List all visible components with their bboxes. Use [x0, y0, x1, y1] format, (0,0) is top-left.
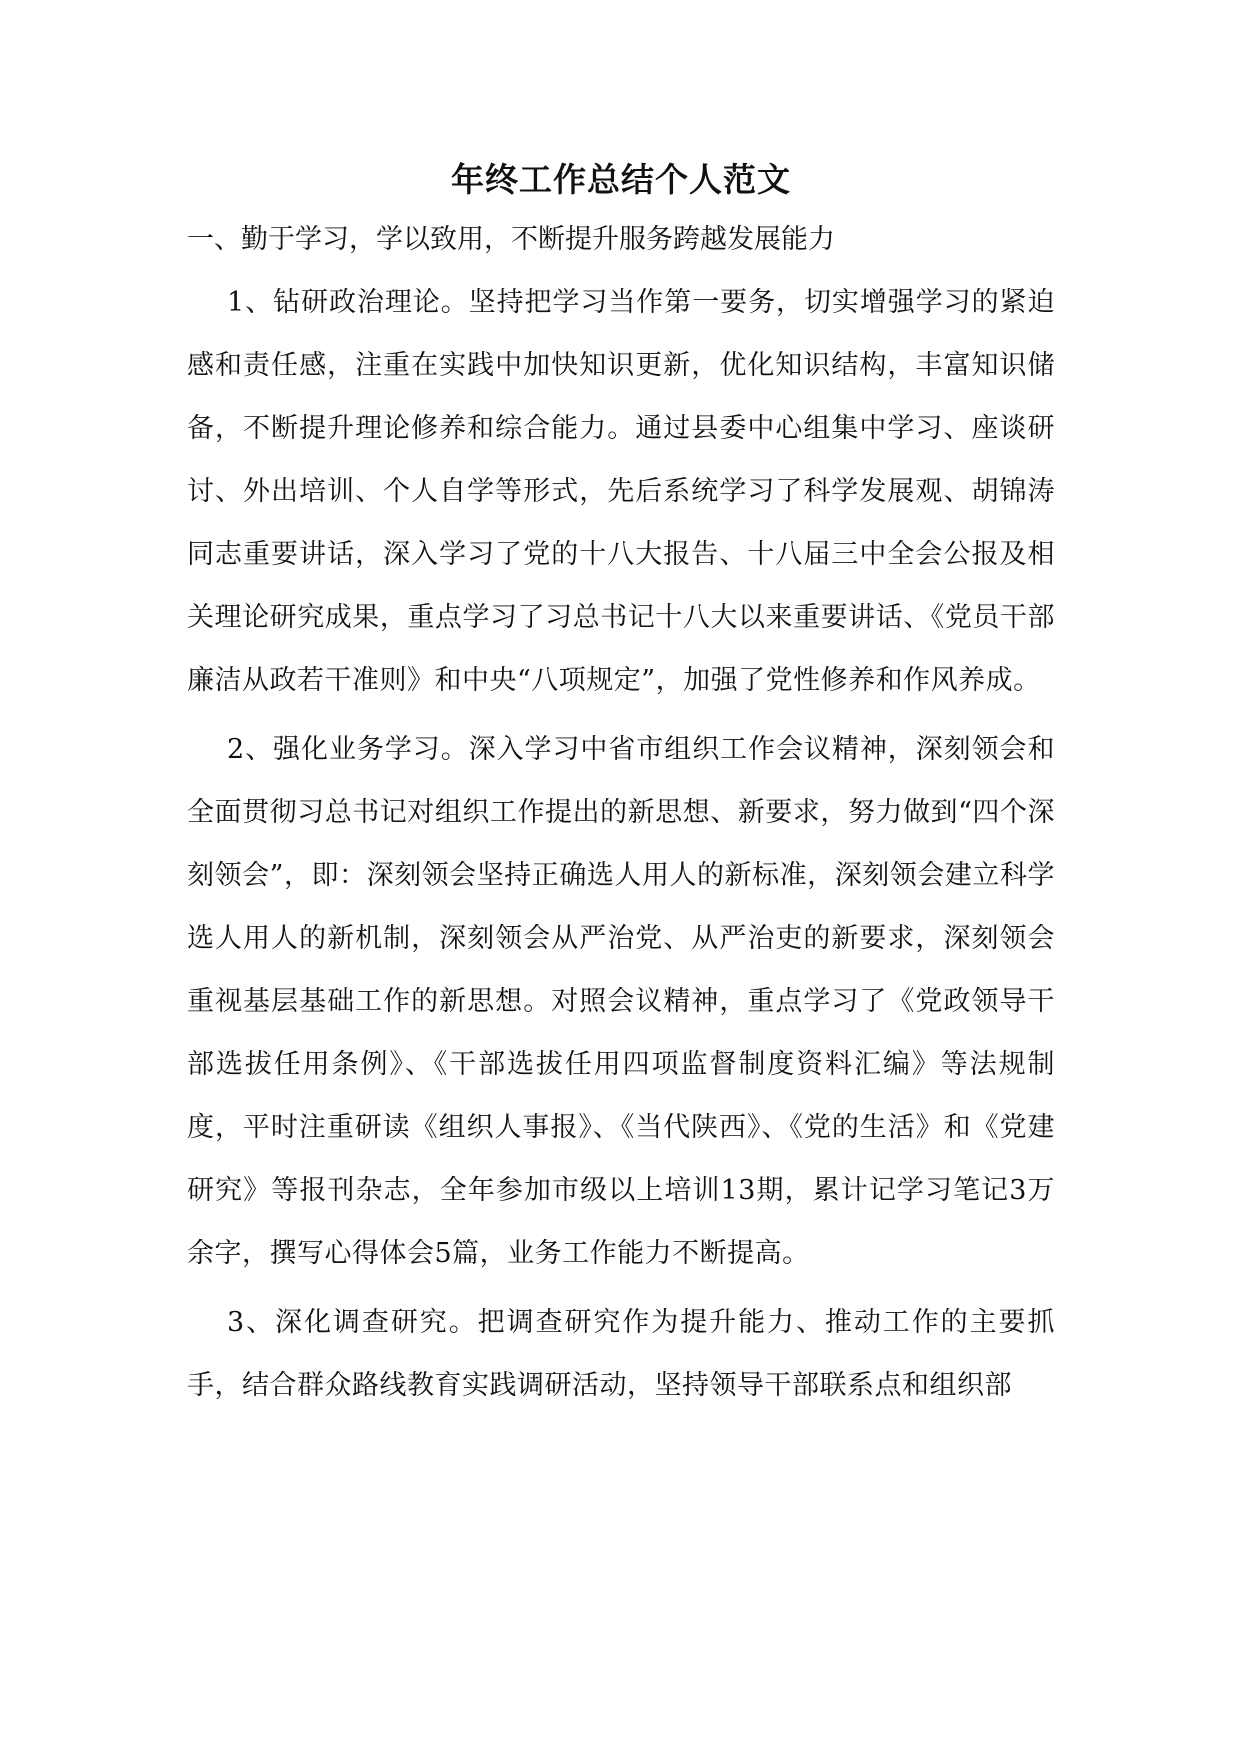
document-body — [187, 152, 1055, 1417]
paragraph-1: 1、钻研政治理论。坚持把学习当作第一要务，切实增强学习的紧迫感和责任感，注重在实践中加快知识更新，优化知识结构，丰富知识储备，不断提升理论修养和综合能力。通过县委中心组集中学习、座谈研讨、外出培训、个人自学等形式，先后系统学习了科学发展观、胡锦涛同志重要讲话，深入学习了党的十八大报告、十八届三中全会公报及相关理论研究成果，重点学习了习总书记十八大以来重要讲话、《党员干部廉洁从政若干准则》和中央“八项规定”，加强了党性修养和作风养成。 — [187, 287, 1055, 696]
section-heading: 一、勤于学习，学以致用，不断提升服务跨越发展能力 — [187, 224, 835, 255]
paragraph-3: 3、深化调查研究。把调查研究作为提升能力、推动工作的主要抓手，结合群众路线教育实践调研活动，坚持领导干部联系点和组织部 — [187, 1307, 1055, 1401]
paragraph-2: 2、强化业务学习。深入学习中省市组织工作会议精神，深刻领会和全面贯彻习总书记对组织工作提出的新思想、新要求，努力做到“四个深刻领会”，即：深刻领会坚持正确选人用人的新标准，深刻领会建立科学选人用人的新机制，深刻领会从严治党、从严治吏的新要求，深刻领会重视基层基础工作的新思想。对照会议精神，重点学习了《党政领导干部选拔任用条例》、《干部选拔任用四项监督制度资料汇编》等法规制度，平时注重研读《组织人事报》、《当代陕西》、《党的生活》和《党建研究》等报刊杂志，全年参加市级以上培训13期，累计记学习笔记3万余字，撰写心得体会5篇，业务工作能力不断提高。 — [187, 734, 1055, 1269]
document-title: 年终工作总结个人范文 — [451, 160, 791, 199]
